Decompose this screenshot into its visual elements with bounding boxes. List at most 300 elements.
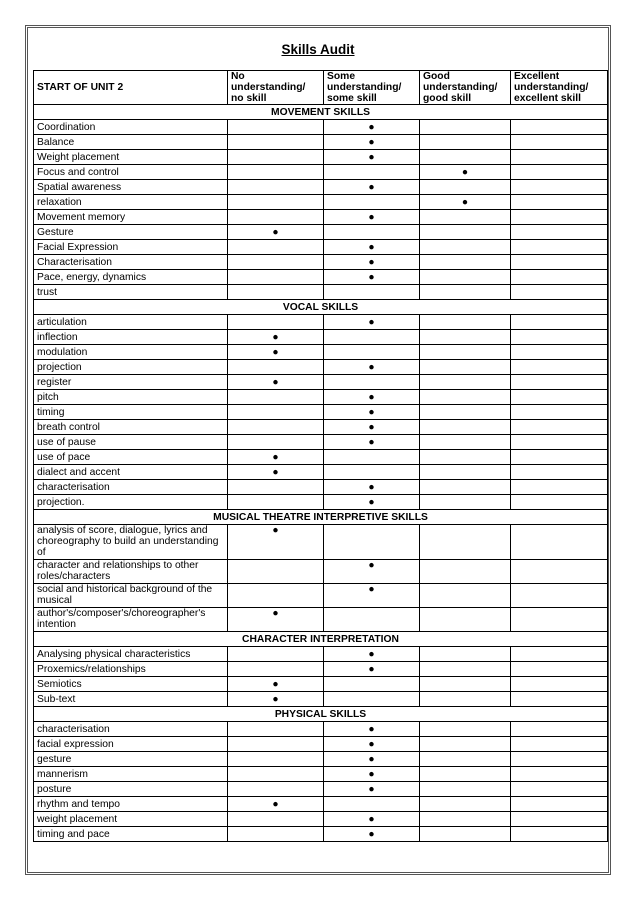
rating-cell [228, 692, 324, 707]
skill-row [34, 360, 608, 375]
skill-row [34, 782, 608, 797]
rating-cell [228, 135, 324, 150]
skill-row [34, 255, 608, 270]
skill-row [34, 495, 608, 510]
skill-name: weight placement [34, 812, 228, 827]
skill-row [34, 420, 608, 435]
rating-cell [420, 692, 511, 707]
unit-title: START OF UNIT 2 [34, 71, 228, 105]
rating-cell [511, 180, 608, 195]
rating-cell [228, 812, 324, 827]
page-frame [25, 25, 611, 875]
skill-name: characterisation [34, 722, 228, 737]
rating-cell [228, 390, 324, 405]
rating-cell [511, 195, 608, 210]
rating-cell [511, 480, 608, 495]
rating-cell [420, 737, 511, 752]
rating-cell [511, 135, 608, 150]
rating-cell [511, 767, 608, 782]
rating-cell [420, 180, 511, 195]
rating-cell [511, 752, 608, 767]
rating-cell [324, 285, 420, 300]
rating-cell [420, 270, 511, 285]
skill-name: Weight placement [34, 150, 228, 165]
skill-name: Coordination [34, 120, 228, 135]
rating-mark: ● [368, 151, 375, 163]
rating-cell [228, 315, 324, 330]
skill-row [34, 210, 608, 225]
column-header-some-skill [324, 71, 420, 105]
rating-cell [324, 767, 420, 782]
rating-cell [324, 722, 420, 737]
skill-row [34, 797, 608, 812]
rating-cell [324, 584, 420, 608]
rating-mark: ● [368, 768, 375, 780]
skill-row [34, 737, 608, 752]
rating-cell [511, 662, 608, 677]
skill-row [34, 180, 608, 195]
skill-name: use of pace [34, 450, 228, 465]
rating-mark: ● [368, 560, 375, 571]
skill-row [34, 150, 608, 165]
rating-cell [324, 782, 420, 797]
rating-cell [511, 405, 608, 420]
skill-row [34, 390, 608, 405]
skill-name: facial expression [34, 737, 228, 752]
section-title: MUSICAL THEATRE INTERPRETIVE SKILLS [34, 510, 608, 525]
rating-cell [324, 560, 420, 584]
column-header-line: No [231, 71, 245, 82]
section-header-row [34, 707, 608, 722]
skill-row [34, 608, 608, 632]
rating-cell [511, 375, 608, 390]
column-header-line: Excellent [514, 71, 560, 82]
rating-cell [420, 608, 511, 632]
rating-cell [324, 420, 420, 435]
column-header-line: understanding/ [327, 82, 402, 93]
rating-cell [511, 390, 608, 405]
rating-cell [420, 225, 511, 240]
skill-row [34, 435, 608, 450]
rating-mark: ● [368, 753, 375, 765]
rating-mark: ● [272, 331, 279, 343]
rating-cell [420, 120, 511, 135]
rating-mark: ● [368, 121, 375, 133]
rating-cell [228, 165, 324, 180]
rating-cell [228, 345, 324, 360]
skill-name: projection. [34, 495, 228, 510]
rating-mark: ● [368, 406, 375, 418]
rating-cell [511, 120, 608, 135]
rating-cell [420, 495, 511, 510]
skill-name: gesture [34, 752, 228, 767]
rating-cell [420, 752, 511, 767]
rating-cell [511, 150, 608, 165]
skill-name: relaxation [34, 195, 228, 210]
rating-cell [420, 210, 511, 225]
skill-row [34, 465, 608, 480]
rating-cell [420, 584, 511, 608]
rating-mark: ● [368, 663, 375, 675]
rating-cell [228, 225, 324, 240]
rating-mark: ● [368, 241, 375, 253]
rating-mark: ● [368, 136, 375, 148]
rating-cell [228, 767, 324, 782]
rating-cell [511, 315, 608, 330]
rating-cell [228, 525, 324, 560]
rating-cell [511, 495, 608, 510]
section-title: CHARACTER INTERPRETATION [34, 632, 608, 647]
rating-cell [420, 677, 511, 692]
skill-row [34, 752, 608, 767]
rating-mark: ● [368, 828, 375, 840]
rating-cell [324, 330, 420, 345]
rating-cell [420, 827, 511, 842]
rating-cell [420, 315, 511, 330]
rating-cell [228, 677, 324, 692]
rating-cell [420, 240, 511, 255]
rating-cell [511, 330, 608, 345]
skill-name: Movement memory [34, 210, 228, 225]
rating-cell [228, 360, 324, 375]
rating-cell [228, 560, 324, 584]
rating-cell [324, 662, 420, 677]
rating-cell [420, 165, 511, 180]
skill-row [34, 285, 608, 300]
rating-mark: ● [272, 678, 279, 690]
skill-row [34, 827, 608, 842]
rating-mark: ● [368, 481, 375, 493]
rating-cell [324, 525, 420, 560]
rating-cell [420, 150, 511, 165]
rating-cell [324, 752, 420, 767]
rating-cell [228, 255, 324, 270]
rating-cell [228, 495, 324, 510]
rating-cell [228, 797, 324, 812]
skill-name: rhythm and tempo [34, 797, 228, 812]
rating-cell [228, 782, 324, 797]
rating-mark: ● [368, 813, 375, 825]
section-header-row [34, 300, 608, 315]
rating-cell [511, 450, 608, 465]
rating-mark: ● [368, 496, 375, 508]
rating-cell [511, 737, 608, 752]
column-header-line: understanding/ [514, 82, 589, 93]
rating-cell [511, 210, 608, 225]
rating-cell [228, 285, 324, 300]
rating-cell [420, 782, 511, 797]
rating-cell [228, 180, 324, 195]
rating-mark: ● [368, 181, 375, 193]
skill-row [34, 135, 608, 150]
rating-cell [420, 435, 511, 450]
rating-cell [228, 608, 324, 632]
rating-cell [324, 677, 420, 692]
rating-cell [420, 420, 511, 435]
skill-row [34, 450, 608, 465]
rating-cell [228, 150, 324, 165]
skill-name: social and historical background of the musical [34, 584, 228, 608]
rating-cell [420, 525, 511, 560]
skill-name: Focus and control [34, 165, 228, 180]
header-row [34, 71, 608, 105]
rating-mark: ● [272, 608, 279, 619]
skill-row [34, 345, 608, 360]
skill-name: Characterisation [34, 255, 228, 270]
column-header-no-skill [228, 71, 324, 105]
skill-row [34, 330, 608, 345]
rating-mark: ● [368, 648, 375, 660]
rating-cell [228, 584, 324, 608]
skill-row [34, 692, 608, 707]
rating-cell [511, 240, 608, 255]
rating-cell [324, 827, 420, 842]
rating-cell [511, 827, 608, 842]
skills-audit-body [34, 71, 608, 842]
rating-cell [324, 495, 420, 510]
rating-cell [511, 812, 608, 827]
rating-cell [511, 255, 608, 270]
skill-row [34, 584, 608, 608]
skill-row [34, 405, 608, 420]
rating-cell [324, 360, 420, 375]
rating-cell [324, 210, 420, 225]
rating-cell [420, 647, 511, 662]
skill-row [34, 165, 608, 180]
rating-cell [420, 405, 511, 420]
rating-mark: ● [272, 466, 279, 478]
rating-mark: ● [461, 166, 469, 178]
page-title: Skills Audit [281, 42, 355, 57]
skill-row [34, 315, 608, 330]
rating-mark: ● [272, 346, 279, 358]
rating-cell [420, 767, 511, 782]
rating-cell [511, 270, 608, 285]
rating-cell [324, 450, 420, 465]
rating-cell [420, 345, 511, 360]
rating-cell [324, 608, 420, 632]
rating-cell [420, 450, 511, 465]
rating-mark: ● [272, 693, 279, 705]
rating-mark: ● [368, 316, 375, 328]
section-header-row [34, 632, 608, 647]
rating-cell [324, 390, 420, 405]
rating-cell [228, 752, 324, 767]
rating-cell [420, 560, 511, 584]
rating-cell [324, 480, 420, 495]
rating-cell [228, 120, 324, 135]
rating-cell [511, 797, 608, 812]
skill-name: use of pause [34, 435, 228, 450]
rating-mark: ● [368, 436, 375, 448]
rating-cell [324, 225, 420, 240]
skill-name: timing and pace [34, 827, 228, 842]
rating-cell [324, 195, 420, 210]
rating-cell [420, 662, 511, 677]
skill-name: Sub-text [34, 692, 228, 707]
skill-name: character and relationships to other roles/characters [34, 560, 228, 584]
skill-name: Facial Expression [34, 240, 228, 255]
rating-cell [228, 240, 324, 255]
column-header-line: understanding/ [231, 82, 306, 93]
rating-cell [228, 375, 324, 390]
rating-cell [511, 525, 608, 560]
rating-cell [228, 330, 324, 345]
rating-cell [228, 662, 324, 677]
rating-mark: ● [272, 798, 279, 810]
skills-audit-table [33, 70, 608, 842]
rating-cell [511, 465, 608, 480]
rating-cell [324, 150, 420, 165]
rating-mark: ● [272, 226, 279, 238]
rating-cell [324, 135, 420, 150]
skill-name: breath control [34, 420, 228, 435]
skill-row [34, 375, 608, 390]
rating-cell [420, 465, 511, 480]
rating-cell [324, 240, 420, 255]
rating-cell [420, 722, 511, 737]
rating-cell [511, 435, 608, 450]
skill-name: Spatial awareness [34, 180, 228, 195]
rating-cell [420, 285, 511, 300]
skill-row [34, 662, 608, 677]
skill-name: projection [34, 360, 228, 375]
rating-cell [324, 435, 420, 450]
skill-row [34, 722, 608, 737]
rating-cell [420, 797, 511, 812]
column-header-line: understanding/ [423, 82, 498, 93]
skill-name: Balance [34, 135, 228, 150]
skill-name: Semiotics [34, 677, 228, 692]
rating-cell [324, 737, 420, 752]
rating-cell [511, 360, 608, 375]
rating-cell [228, 270, 324, 285]
rating-cell [511, 420, 608, 435]
skill-name: Proxemics/relationships [34, 662, 228, 677]
rating-cell [511, 225, 608, 240]
rating-cell [228, 210, 324, 225]
rating-cell [324, 165, 420, 180]
rating-cell [511, 692, 608, 707]
rating-mark: ● [272, 451, 279, 463]
rating-mark: ● [368, 256, 375, 268]
rating-mark: ● [272, 525, 279, 536]
skill-name: modulation [34, 345, 228, 360]
skill-row [34, 480, 608, 495]
rating-cell [324, 812, 420, 827]
rating-mark: ● [368, 361, 375, 373]
skill-name: characterisation [34, 480, 228, 495]
rating-cell [324, 692, 420, 707]
rating-cell [324, 270, 420, 285]
rating-cell [420, 195, 511, 210]
rating-cell [324, 120, 420, 135]
rating-cell [228, 647, 324, 662]
rating-cell [511, 647, 608, 662]
column-header-line: Good [423, 71, 450, 82]
column-header-line: no skill [231, 93, 267, 104]
skill-row [34, 767, 608, 782]
rating-cell [511, 677, 608, 692]
rating-cell [228, 435, 324, 450]
rating-cell [511, 285, 608, 300]
skill-name: Analysing physical characteristics [34, 647, 228, 662]
rating-cell [324, 345, 420, 360]
skill-row [34, 240, 608, 255]
skill-name: pitch [34, 390, 228, 405]
rating-cell [420, 135, 511, 150]
rating-cell [324, 255, 420, 270]
skill-row [34, 195, 608, 210]
skill-name: Gesture [34, 225, 228, 240]
rating-cell [324, 405, 420, 420]
rating-cell [511, 165, 608, 180]
rating-mark: ● [368, 421, 375, 433]
rating-cell [228, 450, 324, 465]
section-header-row [34, 105, 608, 120]
rating-cell [420, 330, 511, 345]
skill-name: articulation [34, 315, 228, 330]
skill-row [34, 812, 608, 827]
skill-name: mannerism [34, 767, 228, 782]
rating-cell [228, 405, 324, 420]
column-header-excellent-skill [511, 71, 608, 105]
rating-cell [228, 465, 324, 480]
skill-row [34, 270, 608, 285]
rating-cell [228, 827, 324, 842]
rating-mark: ● [368, 783, 375, 795]
rating-cell [228, 722, 324, 737]
skill-row [34, 120, 608, 135]
skill-name: Pace, energy, dynamics [34, 270, 228, 285]
rating-mark: ● [368, 584, 375, 595]
skill-name: timing [34, 405, 228, 420]
skill-name: author's/composer's/choreographer's intention [34, 608, 228, 632]
rating-cell [324, 797, 420, 812]
column-header-line: good skill [423, 93, 472, 104]
skill-name: trust [34, 285, 228, 300]
rating-cell [420, 480, 511, 495]
rating-cell [324, 180, 420, 195]
rating-mark: ● [461, 196, 469, 208]
skill-row [34, 560, 608, 584]
rating-cell [420, 812, 511, 827]
skill-name: register [34, 375, 228, 390]
rating-cell [420, 360, 511, 375]
column-header-good-skill [420, 71, 511, 105]
rating-mark: ● [368, 723, 375, 735]
section-title: VOCAL SKILLS [34, 300, 608, 315]
rating-cell [228, 195, 324, 210]
rating-cell [420, 255, 511, 270]
rating-mark: ● [368, 738, 375, 750]
section-title: MOVEMENT SKILLS [34, 105, 608, 120]
rating-cell [324, 315, 420, 330]
column-header-line: some skill [327, 93, 377, 104]
rating-cell [324, 375, 420, 390]
column-header-line: excellent skill [514, 93, 581, 104]
skill-row [34, 647, 608, 662]
rating-mark: ● [368, 391, 375, 403]
rating-cell [511, 782, 608, 797]
rating-cell [324, 465, 420, 480]
rating-cell [420, 390, 511, 405]
column-header-line: Some [327, 71, 356, 82]
rating-cell [511, 345, 608, 360]
rating-mark: ● [368, 271, 375, 283]
rating-cell [324, 647, 420, 662]
rating-cell [228, 420, 324, 435]
